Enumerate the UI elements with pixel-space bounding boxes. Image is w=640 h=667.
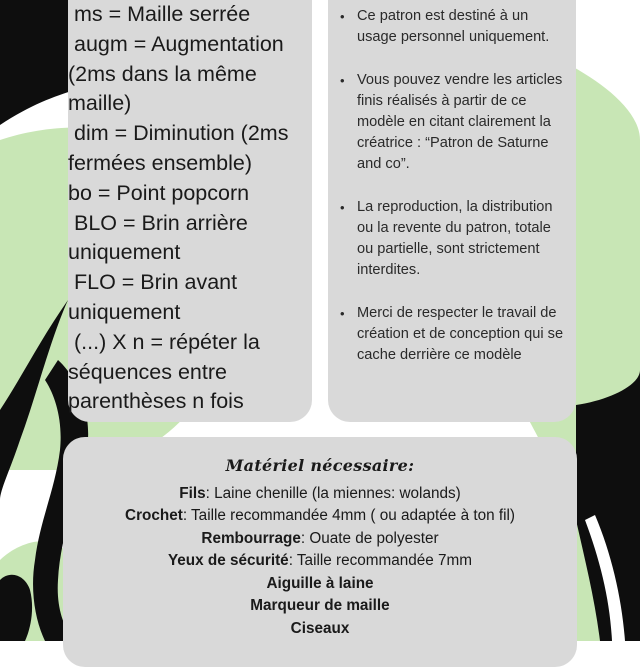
notes-list [340, 6, 568, 388]
abbreviation-item: FLO = Brin avant uniquement [68, 270, 244, 324]
material-label: Yeux de sécurité [167, 552, 289, 569]
abbreviation-item: ms = Maille serrée [68, 2, 251, 26]
material-line [63, 505, 577, 528]
material-text: : Ouate de polyester [300, 529, 439, 547]
abbreviation-item: (...) X n = répéter la séquences entre parenthèses n fois [68, 329, 266, 414]
black-blob-bottomleft [0, 575, 32, 641]
material-label: Rembourrage [201, 529, 301, 547]
material-line [63, 573, 577, 596]
note-item [340, 6, 568, 48]
bullet-icon: • [340, 200, 345, 215]
material-text: : Taille recommandée 7mm [288, 552, 473, 569]
material-text: : Taille recommandée 4mm ( ou adaptée à ton fil) [182, 507, 515, 524]
material-label: Ciseaux [290, 619, 350, 637]
material-text: : Laine chenille (la miennes: wolands) [205, 484, 461, 502]
material-section [63, 455, 577, 640]
material-line [63, 618, 577, 641]
bullet-icon: • [340, 306, 345, 321]
note-text: Merci de respecter le travail de création et de conception qui se cache derrière ce modèle [357, 305, 564, 363]
abbreviation-item: dim = Diminution (2ms fermées ensemble) [68, 121, 295, 175]
abbreviations-list [68, 0, 312, 417]
abbreviation-item: augm = Augmentation (2ms dans la même maille) [68, 31, 290, 116]
material-line [63, 550, 577, 573]
bullet-icon: • [340, 73, 345, 88]
black-blob-topleft [0, 0, 75, 125]
note-item [340, 70, 568, 175]
material-label: Crochet [125, 507, 183, 524]
material-title: Matériel nécessaire: [225, 456, 415, 475]
material-label: Aiguille à laine [266, 574, 374, 592]
note-text: Vous pouvez vendre les articles finis réalisés à partir de ce modèle en citant clairement la créatrice : “Patron de Saturne and co”. [357, 72, 563, 172]
bullet-icon: • [340, 9, 345, 24]
material-label: Marqueur de maille [250, 597, 390, 614]
material-line [63, 528, 577, 551]
material-label: Fils [179, 484, 206, 502]
abbreviation-item: bo = Point popcorn [68, 180, 250, 205]
note-text: La reproduction, la distribution ou la revente du patron, totale ou partielle, sont strictement interdites. [357, 199, 553, 278]
note-item [340, 197, 568, 281]
note-item [340, 303, 568, 366]
note-text: Ce patron est destiné à un usage personnel uniquement. [357, 8, 550, 45]
material-line [63, 595, 577, 618]
abbreviation-item: BLO = Brin arrière uniquement [68, 210, 254, 265]
material-line [63, 483, 577, 506]
